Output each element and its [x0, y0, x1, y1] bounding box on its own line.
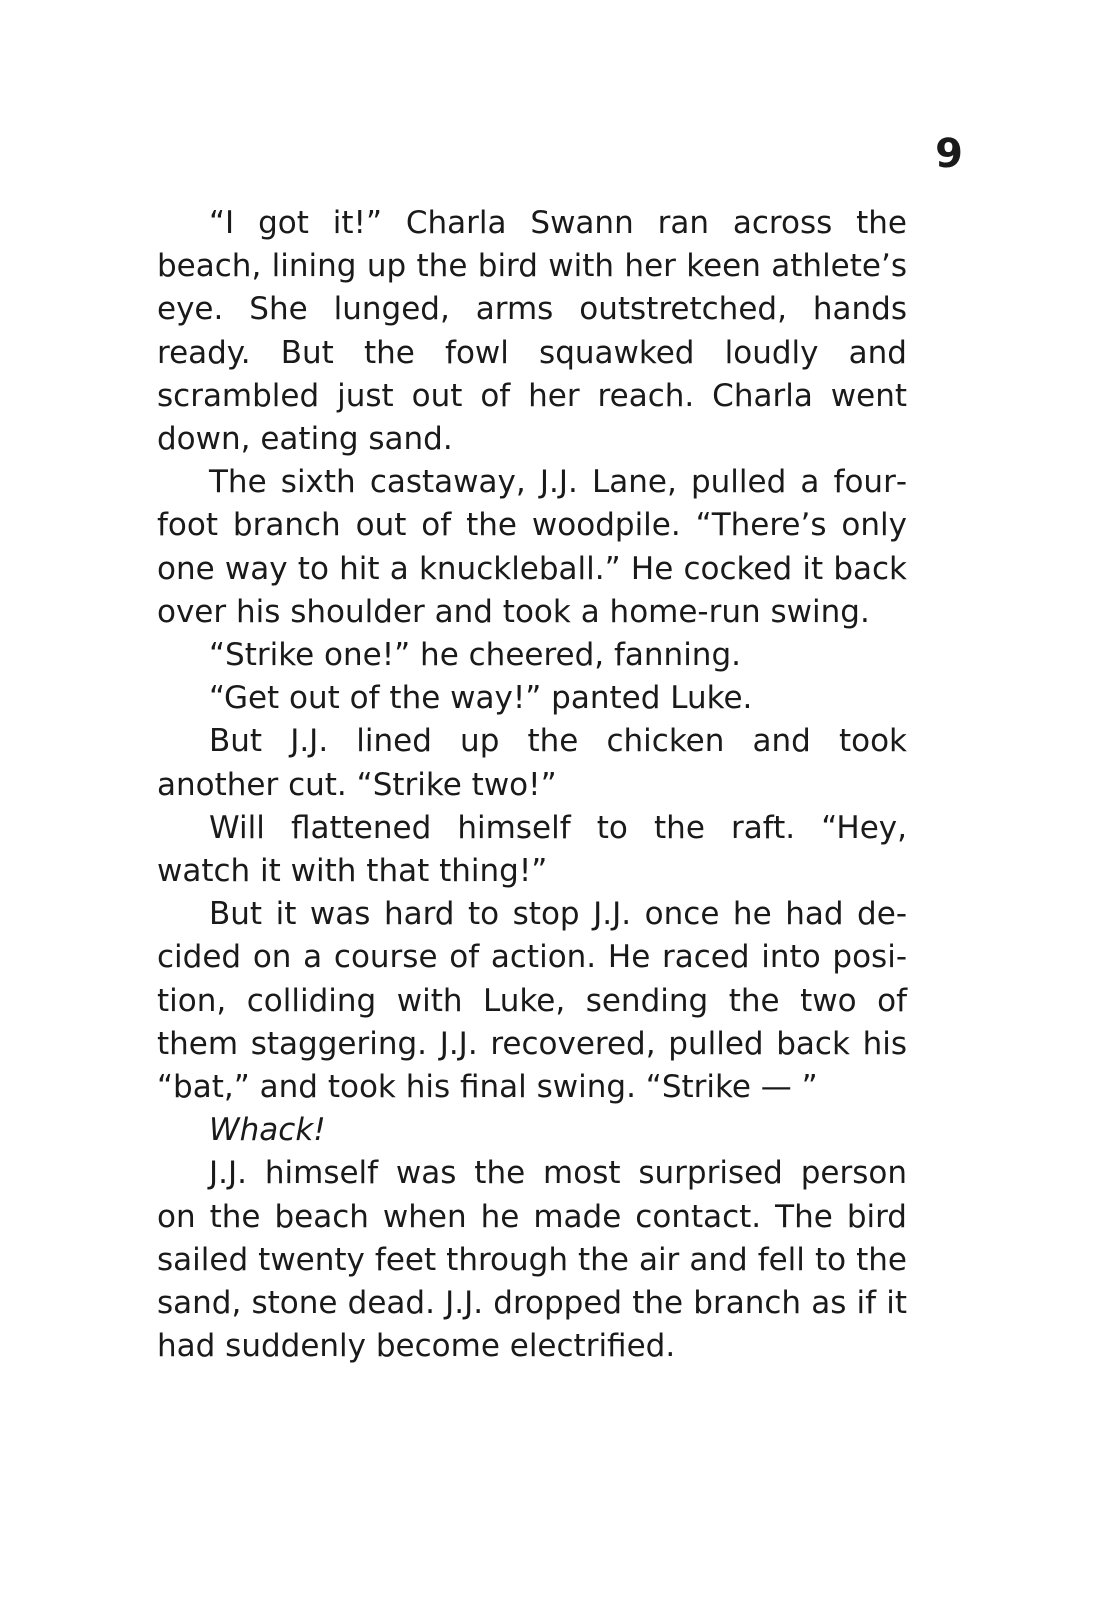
paragraph: The sixth castaway, J.J. Lane, pulled a fourfoot branch out of the woodpile. “There’s only one way to hit a knuckleball.” He cocked it back over his shoulder and took a home-run swing. [157, 464, 907, 630]
paragraph: But it was hard to stop J.J. once he had decided on a course of action. He raced into position, colliding with Luke, sending the two of them staggering. J.J. recovered, pulled back his “bat,” and took his final swing. “Strike — ” [157, 896, 907, 1106]
paragraph: “Get out of the way!” panted Luke. [209, 680, 753, 717]
paragraph: But J.J. lined up the chicken and took another cut. “Strike two!” [157, 723, 907, 803]
paragraph: J.J. himself was the most surprised person on the beach when he made contact. The bird sailed twenty feet through the air and fell to the sand, stone dead. J.J. dropped the branch as if it had suddenly become electrified. [157, 1155, 907, 1365]
page-number: 9 [935, 131, 963, 177]
paragraph: “Strike one!” he cheered, fanning. [209, 637, 741, 674]
body-text [157, 202, 907, 1368]
paragraph-italic: Whack! [209, 1112, 326, 1149]
paragraph: “I got it!” Charla Swann ran across the beach, lining up the bird with her keen athlete’s eye. She lunged, arms outstretched, hands ready. But the fowl squawked loudly and scrambled just out of her reach. Charla went down, eating sand. [157, 205, 907, 458]
paragraph: Will flattened himself to the raft. “Hey, watch it with that thing!” [157, 809, 907, 890]
